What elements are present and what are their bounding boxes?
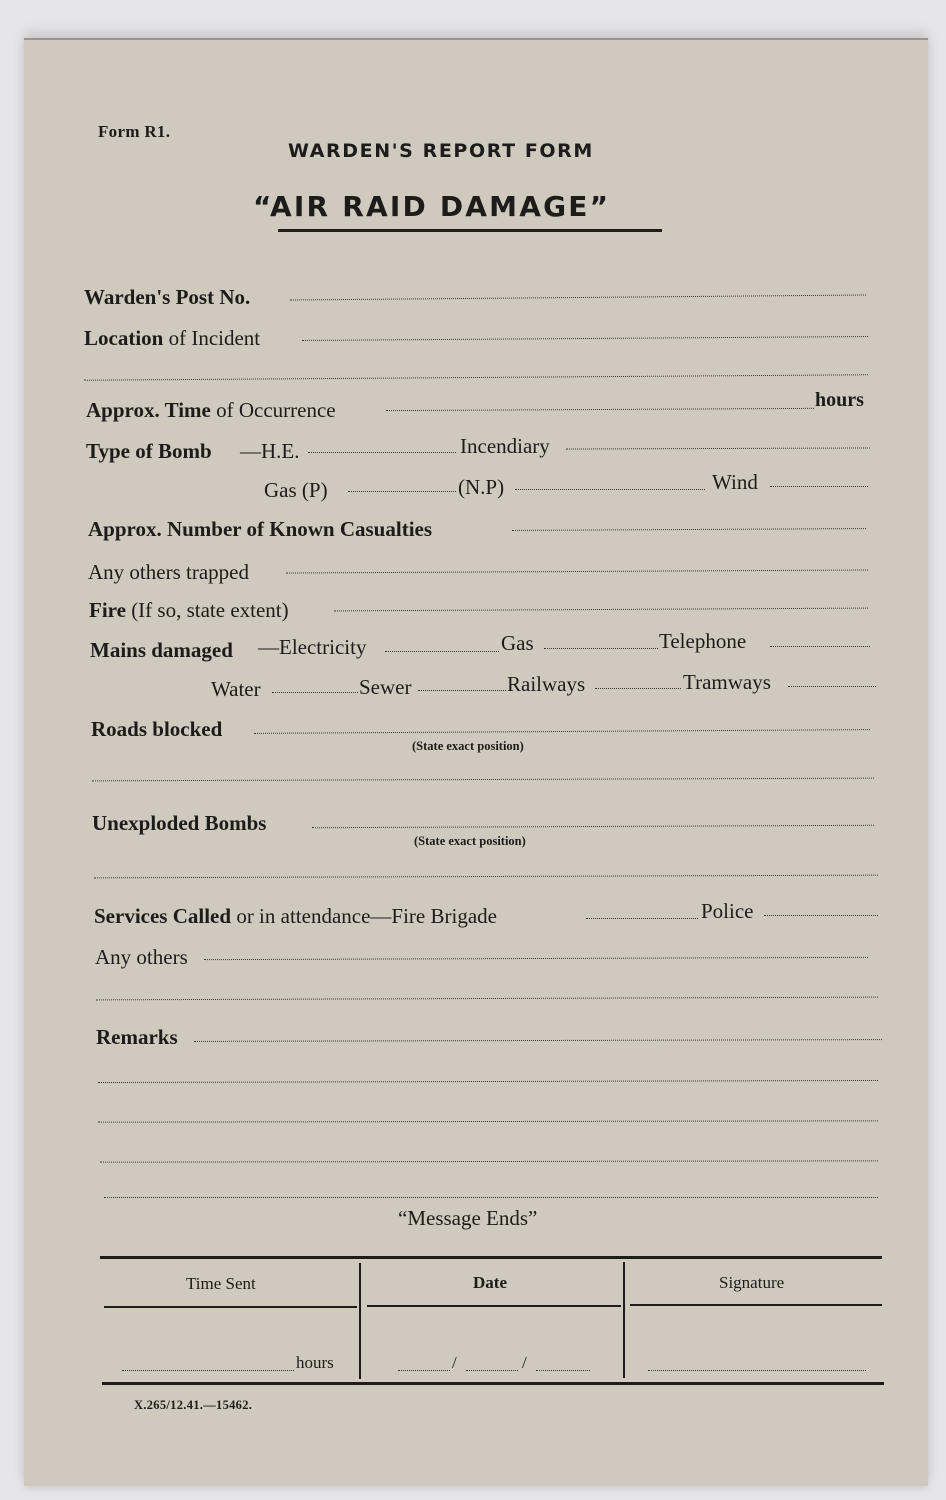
remarks-label: Remarks: [96, 1025, 178, 1049]
roads-blocked-label: Roads blocked: [91, 717, 223, 741]
services-label-rest: or in attendance—Fire Brigade: [236, 904, 497, 928]
time-label: [86, 400, 336, 421]
title-underline: [278, 229, 662, 232]
location-label: [84, 328, 260, 349]
services-label: [94, 906, 497, 927]
bomb-gas-p-label: Gas (P): [264, 478, 328, 502]
unexploded-hint: (State exact position): [414, 834, 526, 848]
police-field[interactable]: [764, 915, 878, 916]
time-label-bold: Approx. Time: [86, 398, 211, 422]
fire-label-rest: (If so, state extent): [131, 598, 289, 622]
date-month-field[interactable]: [466, 1370, 518, 1371]
mains-water-field[interactable]: [272, 692, 358, 693]
header-time-sent: Time Sent: [186, 1274, 256, 1293]
bomb-np-field[interactable]: [515, 489, 705, 490]
bomb-label: Type of Bomb: [86, 439, 212, 463]
remarks-field-line5[interactable]: [104, 1197, 878, 1198]
mains-sewer-label: Sewer: [359, 675, 412, 699]
time-sent-suffix: hours: [296, 1353, 334, 1372]
bomb-wind-label: Wind: [712, 470, 758, 494]
bomb-gas-p-field[interactable]: [348, 491, 456, 492]
fire-label-bold: Fire: [89, 598, 126, 622]
table-bottom-rule: [102, 1382, 884, 1385]
form-title: WARDEN'S REPORT FORM: [288, 140, 594, 162]
wardens-post-label: Warden's Post No.: [84, 285, 251, 309]
form-subtitle: “AIR RAID DAMAGE”: [253, 190, 611, 223]
table-divider-2: [623, 1262, 625, 1378]
header-rule-3: [630, 1304, 882, 1306]
bomb-wind-field[interactable]: [770, 486, 868, 487]
print-code: X.265/12.41.—15462.: [134, 1398, 253, 1412]
paper-sheet: [24, 38, 928, 1486]
header-signature: Signature: [719, 1273, 785, 1292]
date-year-field[interactable]: [536, 1370, 590, 1371]
time-label-rest: of Occurrence: [216, 398, 336, 422]
location-label-bold: Location: [84, 326, 164, 350]
time-sent-field[interactable]: [122, 1370, 294, 1371]
any-others-label: Any others: [95, 945, 188, 969]
services-police-label: Police: [701, 899, 754, 923]
form-number: Form R1.: [98, 122, 171, 141]
bomb-np-label: (N.P): [458, 475, 505, 499]
mains-sewer-field[interactable]: [418, 690, 506, 691]
mains-tramways-label: Tramways: [683, 670, 771, 694]
date-sep-1: /: [452, 1353, 457, 1372]
bomb-incendiary-label: Incendiary: [460, 434, 550, 458]
date-sep-2: /: [522, 1353, 527, 1372]
fire-label: [89, 600, 289, 621]
signature-field[interactable]: [648, 1370, 866, 1371]
message-ends: “Message Ends”: [398, 1206, 538, 1230]
header-rule-1: [104, 1306, 357, 1308]
fire-brigade-field[interactable]: [586, 918, 698, 919]
time-suffix: hours: [815, 389, 864, 411]
casualties-label: Approx. Number of Known Casualties: [88, 517, 433, 541]
mains-electricity-field[interactable]: [385, 651, 499, 652]
mains-railways-label: Railways: [507, 672, 586, 696]
table-top-rule: [100, 1256, 882, 1259]
mains-gas-label: Gas: [501, 631, 534, 655]
mains-label: Mains damaged: [90, 638, 233, 662]
table-divider-1: [359, 1263, 361, 1379]
bomb-he-label: —H.E.: [240, 439, 300, 463]
mains-telephone-label: Telephone: [659, 629, 747, 653]
mains-railways-field[interactable]: [595, 688, 681, 689]
services-label-bold: Services Called: [94, 904, 232, 928]
date-day-field[interactable]: [398, 1370, 450, 1371]
mains-gas-field[interactable]: [544, 648, 658, 649]
mains-telephone-field[interactable]: [770, 646, 870, 647]
location-label-rest: of Incident: [168, 326, 261, 350]
trapped-label: Any others trapped: [88, 560, 249, 584]
mains-electricity-label: —Electricity: [258, 635, 367, 659]
bomb-he-field[interactable]: [308, 452, 456, 453]
mains-tramways-field[interactable]: [788, 686, 876, 687]
roads-blocked-hint: (State exact position): [412, 739, 524, 753]
header-rule-2: [367, 1305, 621, 1307]
unexploded-label: Unexploded Bombs: [92, 811, 267, 835]
mains-water-label: Water: [211, 677, 261, 701]
header-date: Date: [473, 1273, 507, 1292]
